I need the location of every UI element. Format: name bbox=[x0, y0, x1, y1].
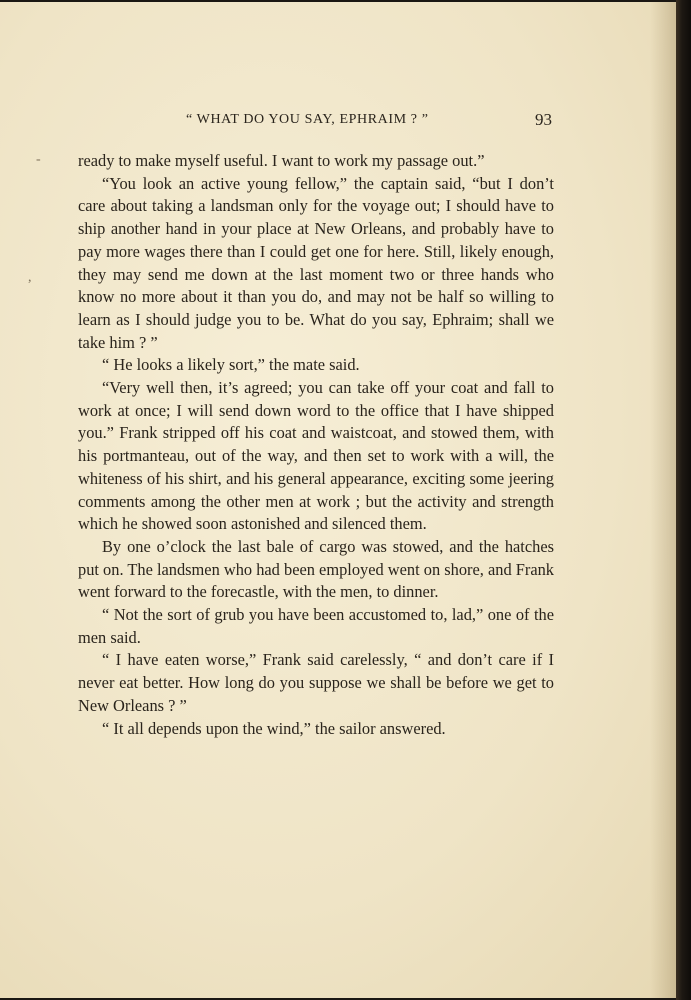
paragraph: “ Not the sort of grub you have been accustomed to, lad,” one of the men said. bbox=[78, 605, 554, 647]
margin-tick-mark: , bbox=[28, 270, 32, 285]
paragraph: “Very well then, it’s agreed; you can take off your coat and fall to work at once; I will send down word to the office that I have shipped you.” Frank stripped off his coat and waistcoat, and stowed them, with his portmanteau, out of the way, and then set to work with a will, the whiteness of his shirt, and his general appearance, exciting some jeering comments among the other men at work ; but the activity and strength which he showed soon astonished and silenced them. bbox=[78, 378, 554, 534]
running-head: “ WHAT DO YOU SAY, EPHRAIM ? ” bbox=[186, 112, 429, 127]
paragraph: By one o’clock the last bale of cargo was stowed, and the hatches put on. The landsmen who had been employed went on shore, and Frank went forward to the forecastle, with the men, to dinner. bbox=[78, 536, 554, 602]
book-edge bbox=[676, 0, 691, 1000]
paragraph: “ He looks a likely sort,” the mate said. bbox=[102, 355, 360, 375]
paragraph: “ I have eaten worse,” Frank said carelessly, “ and don’t care if I never eat better. How long do you suppose we shall be before we get to New Orleans ? ” bbox=[78, 650, 554, 715]
body-text bbox=[78, 150, 554, 740]
page-edge-shadow bbox=[650, 2, 676, 998]
paragraph: “ It all depends upon the wind,” the sailor answered. bbox=[102, 718, 446, 738]
paragraph: “You look an active young fellow,” the captain said, “but I don’t care about taking a landsman only for the voyage out; I should have to ship another hand in your place at New Orleans, and probably have to pay more wages there than I could get one for here. Still, likely enough, they may send me down at the last moment two or three hands who know no more about it than you do, and may not be half so willing to learn as I should judge you to be. What do you say, Ephraim; shall we take him ? ” bbox=[78, 173, 554, 352]
page-number: 93 bbox=[535, 110, 552, 129]
margin-dash-mark: - bbox=[36, 152, 41, 167]
paragraph: ready to make myself useful. I want to work my passage out.” bbox=[78, 151, 485, 170]
